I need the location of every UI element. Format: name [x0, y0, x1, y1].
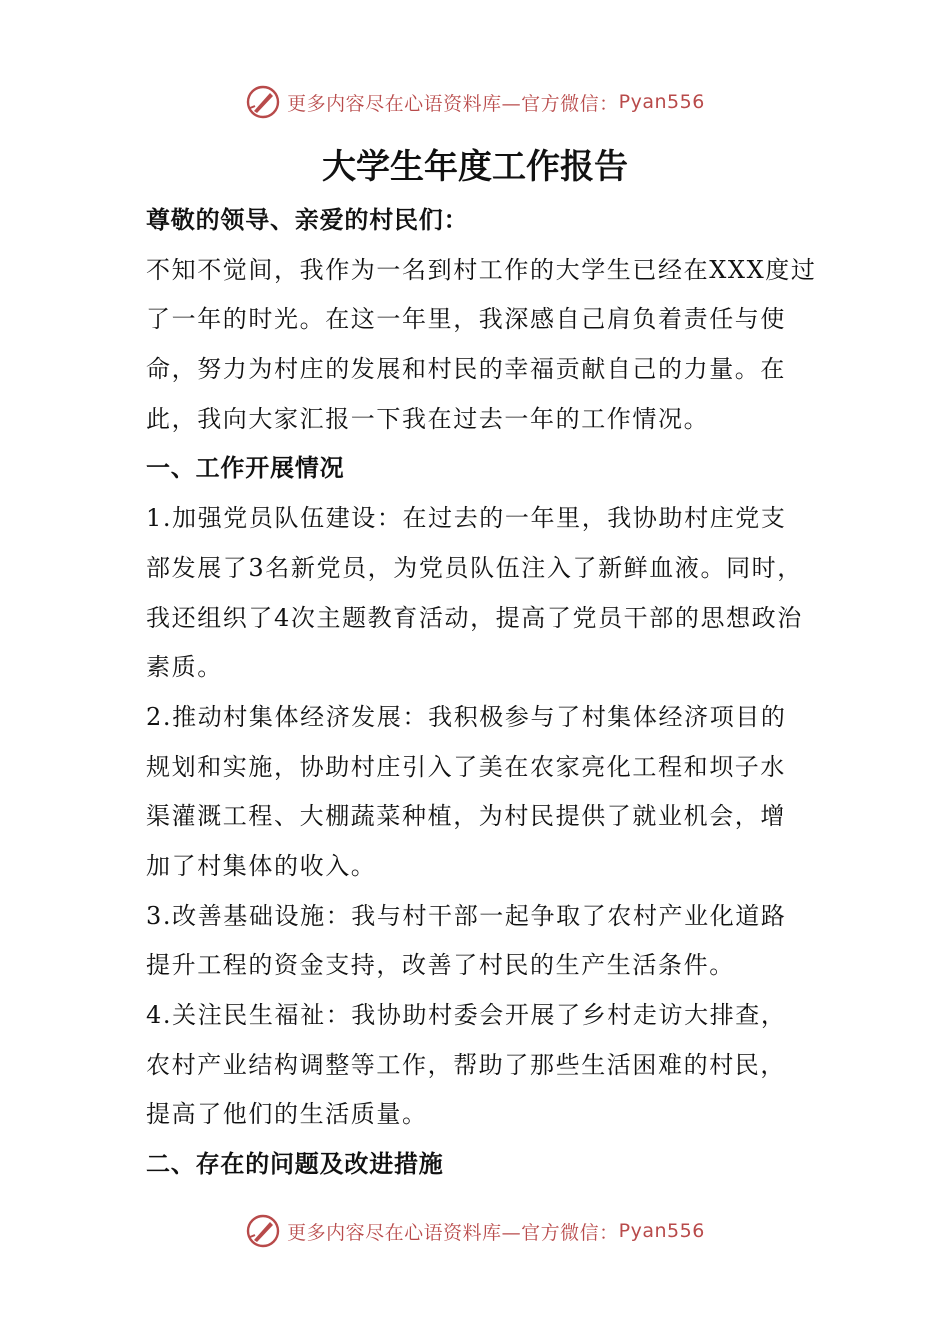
- watermark-text: 更多内容尽在心语资料库—官方微信：: [287, 1221, 619, 1244]
- watermark-header: [0, 80, 950, 124]
- paragraph-line: 4.关注民生福祉：我协助村委会开展了乡村走访大排查，: [146, 1001, 787, 1029]
- paragraph-line: 1.加强党员队伍建设：在过去的一年里，我协助村庄党支: [146, 504, 787, 533]
- paragraph-line: 提高了他们的生活质量。: [146, 1100, 428, 1129]
- page-title: 大学生年度工作报告: [322, 147, 628, 187]
- paragraph-line: 农村产业结构调整等工作，帮助了那些生活困难的村民，: [146, 1050, 786, 1079]
- paragraph-line: 素质。: [146, 653, 223, 682]
- quill-logo-icon: [245, 1213, 281, 1249]
- paragraph-line: 部发展了3名新党员，为党员队伍注入了新鲜血液。同时，: [146, 553, 803, 582]
- watermark-wechat-id: Pyan556: [618, 1220, 705, 1242]
- paragraph-line: 提升工程的资金支持，改善了村民的生产生活条件。: [146, 951, 735, 980]
- paragraph-line: 3.改善基础设施：我与村干部一起争取了农村产业化道路: [146, 901, 787, 930]
- quill-logo-icon: [245, 84, 281, 120]
- watermark-text: 更多内容尽在心语资料库—官方微信：: [287, 92, 619, 115]
- paragraph-line: 了一年的时光。在这一年里，我深感自己肩负着责任与使: [146, 305, 786, 334]
- paragraph-line: 加了村集体的收入。: [146, 851, 377, 880]
- paragraph-line: 我还组织了4次主题教育活动，提高了党员干部的思想政治: [146, 603, 803, 632]
- section-heading: 一、工作开展情况: [146, 454, 345, 483]
- watermark-footer: [0, 1209, 950, 1253]
- paragraph-line: 渠灌溉工程、大棚蔬菜种植，为村民提供了就业机会，增: [146, 802, 786, 831]
- paragraph-line: 此，我向大家汇报一下我在过去一年的工作情况。: [146, 404, 710, 433]
- paragraph-line: 命，努力为村庄的发展和村民的幸福贡献自己的力量。在: [146, 355, 786, 384]
- watermark-wechat-id: Pyan556: [618, 91, 705, 113]
- document-body: [146, 196, 816, 1190]
- paragraph-line: 2.推动村集体经济发展：我积极参与了村集体经济项目的: [146, 702, 787, 731]
- section-heading: 尊敬的领导、亲爱的村民们：: [146, 206, 469, 234]
- paragraph-line: 不知不觉间，我作为一名到村工作的大学生已经在XXX度过: [146, 255, 817, 284]
- paragraph-line: 规划和实施，协助村庄引入了美在农家亮化工程和坝子水: [146, 752, 786, 781]
- section-heading: 二、存在的问题及改进措施: [146, 1150, 444, 1179]
